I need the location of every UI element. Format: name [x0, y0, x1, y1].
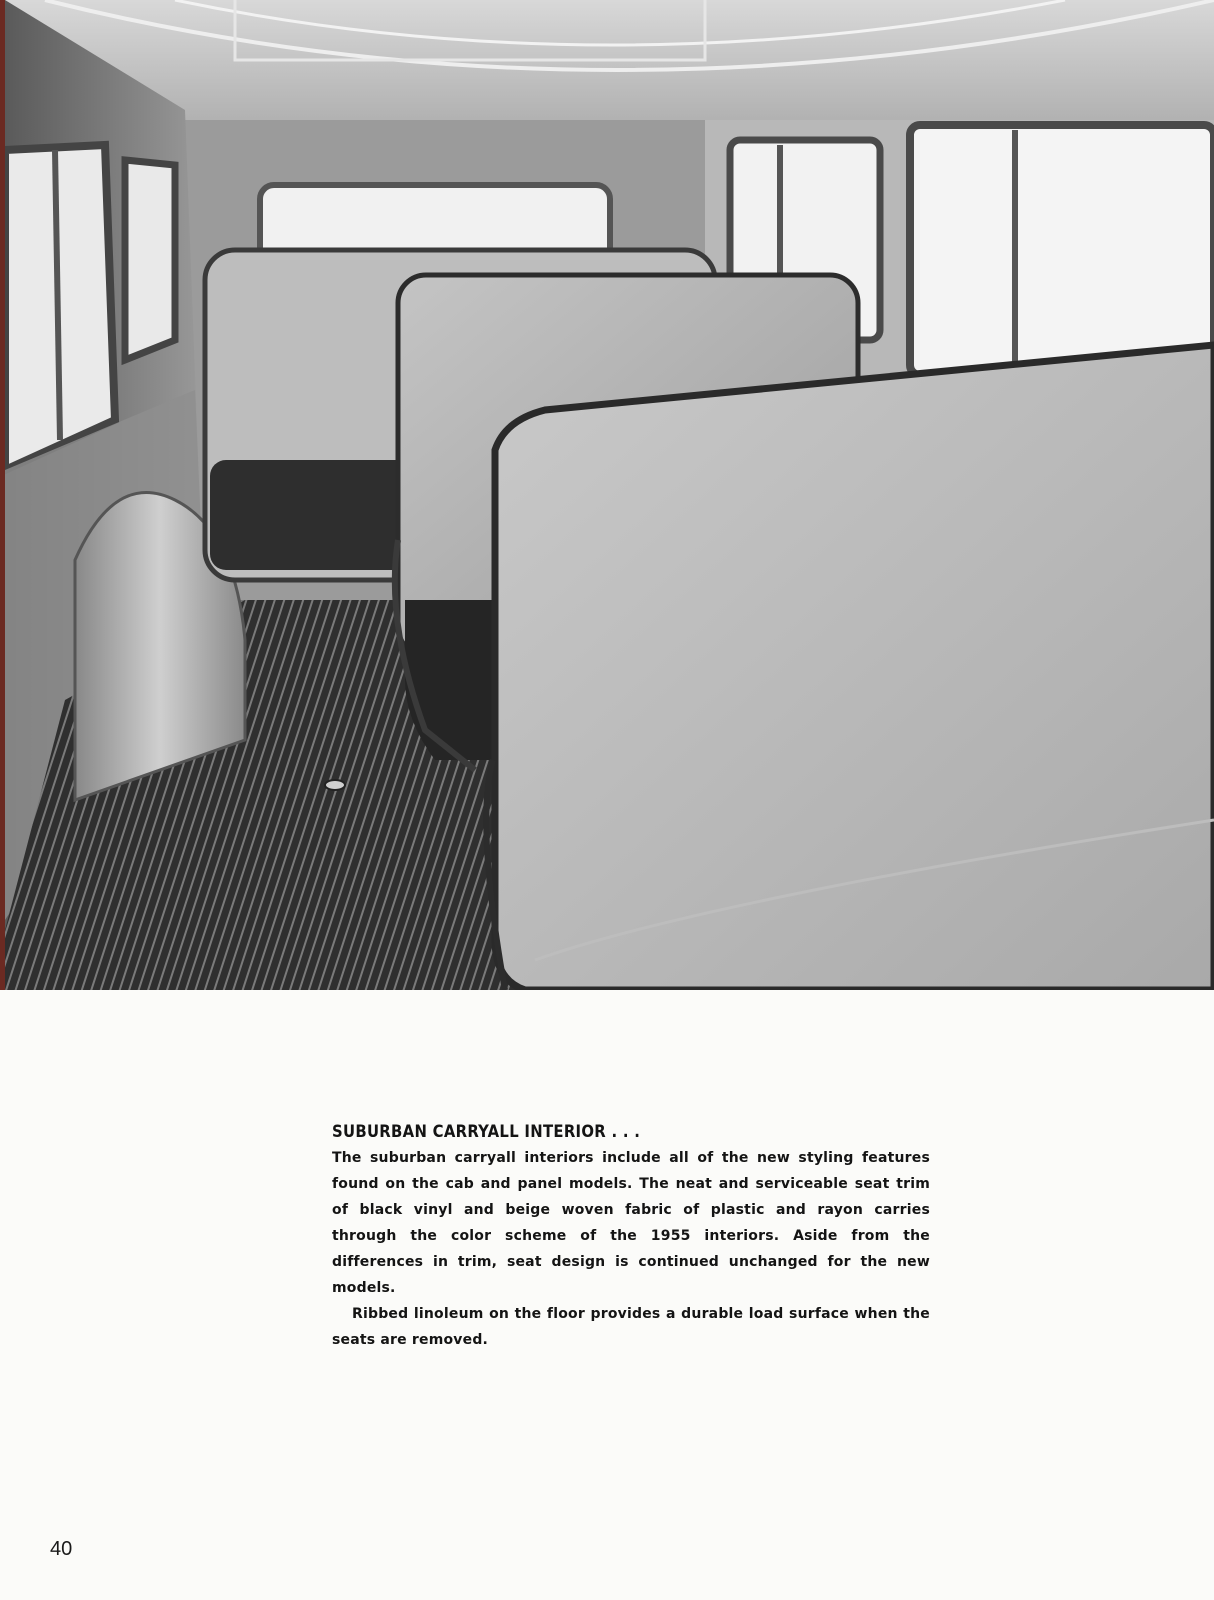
page-number: 40 — [50, 1538, 73, 1560]
caption-paragraph-1: The suburban carryall interiors include all of the new styling features found on the cab and panel models. The neat and serviceable seat trim of black vinyl and beige woven fabric of plastic and rayon carries through the color scheme of the 1955 interiors. Aside from the differences in trim, seat design is continued unchanged for the new models. — [332, 1150, 930, 1296]
caption-paragraph-2: Ribbed linoleum on the floor provides a durable load surface when the seats are removed. — [332, 1306, 930, 1348]
caption-title: SUBURBAN CARRYALL INTERIOR . . . — [332, 1122, 641, 1141]
van-interior-photo-icon — [5, 0, 1214, 990]
van-interior-photo — [5, 0, 1214, 990]
caption-block — [332, 1122, 930, 1353]
